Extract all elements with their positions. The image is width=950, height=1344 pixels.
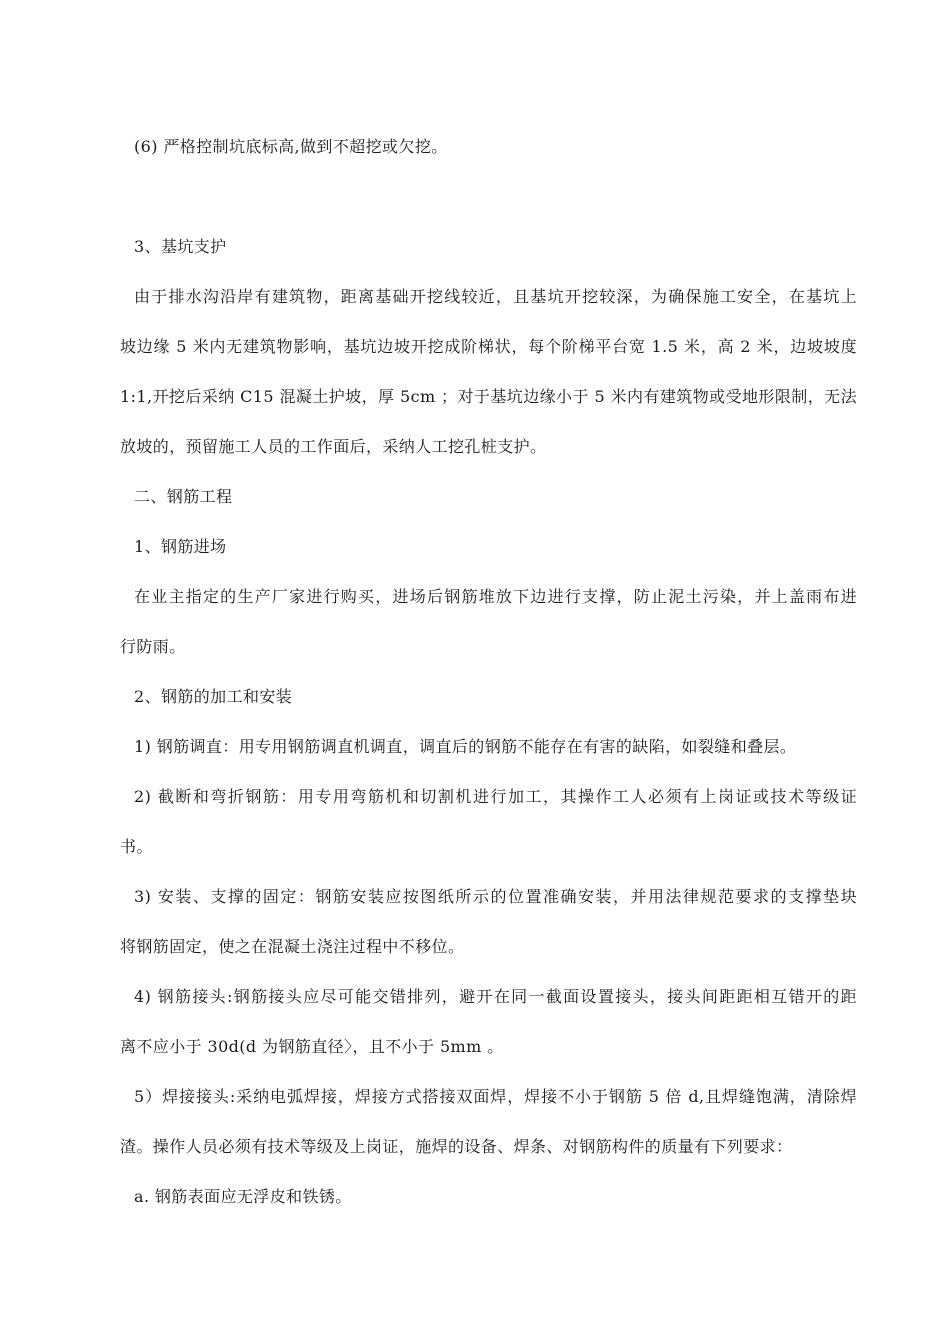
list-item-6: (6) 严格控制坑底标高,做到不超挖或欠挖。 [134,137,448,156]
list-item-2-continued: 书。 [120,837,153,856]
paragraph-line: 行防雨。 [120,637,186,656]
section-heading-foundation-support: 3、基坑支护 [134,237,227,256]
paragraph-line: 坡边缘 5 米内无建筑物影响，基坑边坡开挖成阶梯状，每个阶梯平台宽 1.5 米，高 2 米，边坡坡度 [120,337,857,356]
list-item-4-continued: 离不应小于 30d(d 为钢筋直径〉，且不小于 5mm 。 [120,1037,504,1056]
list-item-3: 3) 安装、支撑的固定：钢筋安装应按图纸所示的位置准确安装，并用法律规范要求的支撑垫块 [134,887,857,906]
paragraph-line: 由于排水沟沿岸有建筑物，距离基础开挖线较近，且基坑开挖较深，为确保施工安全，在基坑上 [134,287,857,306]
list-item-2: 2) 截断和弯折钢筋：用专用弯筋机和切割机进行加工，其操作工人必须有上岗证或技术等级证 [134,787,857,806]
paragraph-line: 放坡的，预留施工人员的工作面后，采纳人工挖孔桩支护。 [120,437,547,456]
sub-item-a: a. 钢筋表面应无浮皮和铁锈。 [134,1187,352,1206]
list-item-5-continued: 渣。操作人员必须有技术等级及上岗证，施焊的设备、焊条、对钢筋构件的质量有下列要求： [120,1137,793,1156]
list-item-4: 4) 钢筋接头:钢筋接头应尽可能交错排列，避开在同一截面设置接头，接头间距距相互错开的距 [134,987,857,1006]
list-item-1: 1) 钢筋调直：用专用钢筋调直机调直，调直后的钢筋不能存在有害的缺陷，如裂缝和叠层。 [134,737,797,756]
list-item-5: 5）焊接接头:采纳电弧焊接，焊接方式搭接双面焊，焊接不小于钢筋 5 倍 d,且焊缝饱满，清除焊 [134,1087,857,1106]
paragraph-line: 在业主指定的生产厂家进行购买，进场后钢筋堆放下边进行支撑，防止泥土污染，并上盖雨布进 [134,587,857,606]
section-heading-rebar-processing: 2、钢筋的加工和安装 [134,687,293,706]
chapter-heading-rebar: 二、钢筋工程 [134,487,233,506]
section-heading-rebar-entry: 1、钢筋进场 [134,537,227,556]
paragraph-line: 1:1,开挖后采纳 C15 混凝土护坡，厚 5cm ；对于基坑边缘小于 5 米内有建筑物或受地形限制，无法 [120,387,857,406]
list-item-3-continued: 将钢筋固定，使之在混凝土浇注过程中不移位。 [120,937,465,956]
